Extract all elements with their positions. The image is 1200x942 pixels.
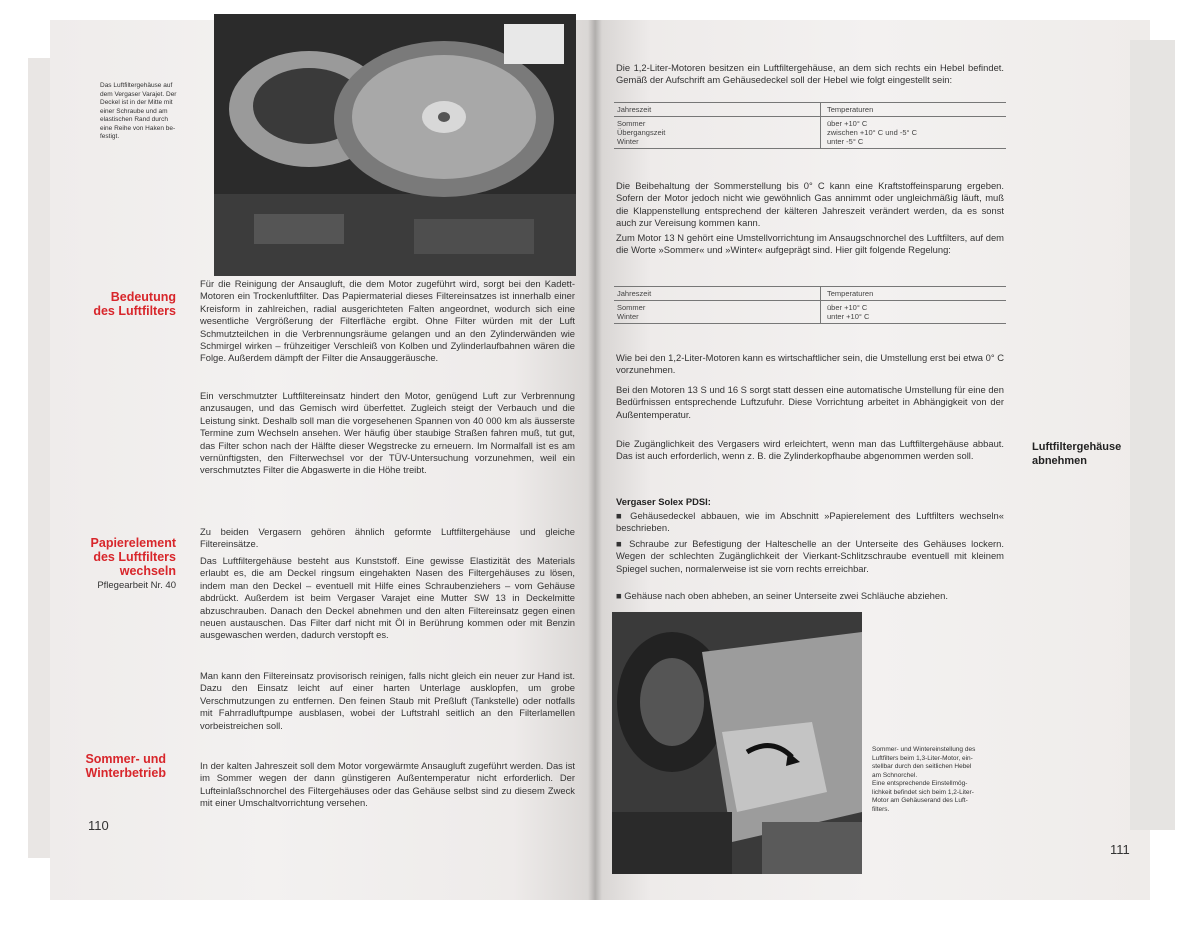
heading-luftfiltergehaeuse-abnehmen: Luftfiltergehäuse abnehmen: [1032, 441, 1122, 467]
step-schraube-lockern: ■ Schraube zur Befestigung der Halteschelle an der Unterseite des Gehäuses lockern. Wegen der schlechten Zugänglichkeit der Vierkant-Schlitzschraube eventuell mit kleinem Spiegel suchen, normalerweise ist sie vorn rechts erreichbar.: [616, 538, 1004, 574]
table-jahreszeit-1: [614, 102, 1006, 149]
table-cell: über +10° C unter +10° C: [827, 303, 870, 321]
engine-snorkel-photo: [612, 612, 862, 874]
paragraph-automatische-umstellung: Bei den Motoren 13 S und 16 S sorgt statt dessen eine automatische Umstellung für eine den Bedürfnissen entsprechende Luftzufuhr. Diese Vorrichtung arbeitet in Abhängigkeit von der Außentemperatur.: [616, 384, 1004, 420]
subheading-vergaser-solex: [616, 496, 1004, 508]
paragraph-vergaser-gehaeuse: Zu beiden Vergasern gehören ähnlich geformte Luftfiltergehäuse und gleiche Filtereinsätze.: [200, 526, 575, 550]
photo-caption-left: Das Luftfiltergehäuse auf dem Vergaser Varajet. Der Deckel ist in der Mitte mit einer Schraube und am elastischen Rand durch eine Reihe von Haken be- festigt.: [100, 82, 177, 140]
step-gehaeusedeckel: ■ Gehäusedeckel abbauen, wie im Abschnitt »Papierelement des Luftfilters wechseln« beschrieben.: [616, 510, 1004, 534]
page-stack-right: [1130, 40, 1175, 830]
paragraph-motor-13n: Zum Motor 13 N gehört eine Umstellvorrichtung im Ansaugschnorchel des Luftfilters, auf dem die Worte »Sommer« und »Winter« aufgeprägt sind. Hier gilt folgende Regelung:: [616, 232, 1004, 256]
table-jahreszeit-2: [614, 286, 1006, 324]
paragraph-sommerstellung: Die Beibehaltung der Sommerstellung bis 0° C kann eine Kraftstoffeinsparung ergeben. Sofern der Motor jedoch nicht wie gewöhnlich Gas annimmt oder ungleichmäßig läuft, muß die Klappenstellung entsprechend der kälteren Jahreszeit verändert werden, da es sonst auch zur Vereisung kommen kann.: [616, 180, 1004, 229]
heading-bedeutung-des-luftfilters: Bedeutung des Luftfilters: [93, 290, 176, 318]
air-filter-photo: [214, 14, 576, 276]
table-header-cell: Jahreszeit: [614, 287, 821, 300]
table-header-cell: Temperaturen: [827, 105, 874, 114]
paragraph-bedeutung: Für die Reinigung der Ansaugluft, die dem Motor zugeführt wird, sorgt bei den Kadett-Motoren ein Trockenluftfilter. Das Papiermaterial dieses Filtereinsatzes ist innerhalb einer Kreisform in zahlreichen, radial ausgerichteten Falten angeordnet, wodurch sich eine wesentliche Vergrößerung der Filterfläche ergibt. Ohne Filter würden mit der Luft Schmutzteilchen in die Verbrennungsräume gelangen und an den Zylinderwänden wie Schmirgel wirken – frühzeitiger Verschleiß von Kolben und Zylinderlaufbahnen wären die Folge. Außerdem dämpft der Filter die Ansauggeräusche.: [200, 278, 575, 364]
table-header-cell: Temperaturen: [827, 289, 874, 298]
table-cell: Sommer Winter: [614, 301, 821, 323]
photo-caption-right: Sommer- und Wintereinstellung des Luftfilters beim 1,3-Liter-Motor, ein- stellbar durch den seitlichen Hebel am Schnorchel. Eine entsprechende Einstellmög- lichkeit befindet sich beim 1,2-Liter- Motor am Gehäuserand des Luft- filters.: [872, 746, 976, 813]
table-cell: Sommer Übergangszeit Winter: [614, 117, 821, 148]
paragraph-verschmutzter-filter: Ein verschmutzter Luftfiltereinsatz hindert den Motor, genügend Luft zur Verbrennung anzusaugen, und das Gemisch wird überfettet. Zugleich steigt der Verbauch und die Leistung sinkt. Deshalb soll man die vorgesehenen Spannen von 40 000 km als äusserste Termine zum Wechseln ansehen. Wer häufig über staubige Straßen fahren muß, tut gut, das Filter schon nach der Hälfte dieser Wegstrecke zu erneuern. Im Normalfall ist es am vernünftigsten, den Filterwechsel vor der TÜV-Untersuchung vorzunehmen, weil ein verschmutztes Filter die Abgaswerte in die Höhe treibt.: [200, 390, 575, 476]
maintenance-note: Pflegearbeit Nr. 40: [97, 580, 176, 591]
subheading-text: Vergaser Solex PDSI:: [616, 496, 711, 507]
heading-sommer-winterbetrieb: Sommer- und Winterbetrieb: [85, 752, 166, 780]
heading-papierelement-text: Papierelement des Luftfilters wechseln: [90, 536, 176, 578]
paragraph-wirtschaftlicher: Wie bei den 1,2-Liter-Motoren kann es wirtschaftlicher sein, die Umstellung erst bei etwa 0° C vorzunehmen.: [616, 352, 1004, 376]
paragraph-kalte-jahreszeit: In der kalten Jahreszeit soll dem Motor vorgewärmte Ansaugluft zugeführt werden. Das ist im Sommer wegen der dann günstigeren Außentemperatur nicht erforderlich. Der Lufteinlaßschnorchel des Filtergehäuses oder das Gehäuse selbst sind zu diesem Zweck mit einer Umschaltvorrichtung versehen.: [200, 760, 575, 809]
heading-papierelement-wechseln: [70, 522, 176, 607]
table-header-cell: Jahreszeit: [614, 103, 821, 116]
table-cell: über +10° C zwischen +10° C und -5° C unter -5° C: [827, 119, 917, 146]
paragraph-kunststoff-gehaeuse: Das Luftfiltergehäuse besteht aus Kunststoff. Eine gewisse Elastizität des Materials erlaubt es, die am Deckel ringsum eingehakten Nasen des Filtergehäuses zu lösen, indem man den Deckel – eventuell mit Hilfe eines Schraubenziehers – vom Gehäuse abdrückt. Außerdem ist beim Vergaser Varajet eine Mutter SW 13 in Deckelmitte abzuschrauben. Danach den Deckel abnehmen und den alten Filtereinsatz gegen einen neuen austauschen. Das Filter darf nicht mit Öl in Berührung kommen oder mit Benzin ausgewaschen werden, dadurch verstopft es.: [200, 555, 575, 641]
table-row: [614, 300, 1006, 324]
book-gutter: [588, 20, 602, 900]
page-number-left: 110: [88, 818, 109, 833]
paragraph-zugaenglichkeit: Die Zugänglichkeit des Vergasers wird erleichtert, wenn man das Luftfiltergehäuse abbaut. Das ist auch erforderlich, wenn z. B. die Zylinderkopfhaube abgenommen werden soll.: [616, 438, 1004, 462]
table-header-row: [614, 286, 1006, 300]
step-gehaeuse-abheben: ■ Gehäuse nach oben abheben, an seiner Unterseite zwei Schläuche abziehen.: [616, 590, 948, 601]
paragraph-1-2-liter: Die 1,2-Liter-Motoren besitzen ein Luftfiltergehäuse, an dem sich rechts ein Hebel befindet. Gemäß der Aufschrift am Gehäusedeckel soll der Hebel wie folgt eingestellt sein:: [616, 62, 1004, 86]
page-number-right: 111: [1110, 842, 1130, 857]
table-header-row: [614, 102, 1006, 116]
table-row: [614, 116, 1006, 149]
paragraph-provisorisch-reinigen: Man kann den Filtereinsatz provisorisch reinigen, falls nicht gleich ein neuer zur Hand ist. Dazu den Einsatz leicht auf einer harten Unterlage ausklopfen, um grobe Verschmutzungen zu entfernen. Den feinen Staub mit Preßluft (Tankstelle) oder notfalls mit Fahrradluftpumpe ausblasen, wobei der Luftstrahl seitlich an den Filterlamellen vorbeistreichen soll.: [200, 670, 575, 731]
